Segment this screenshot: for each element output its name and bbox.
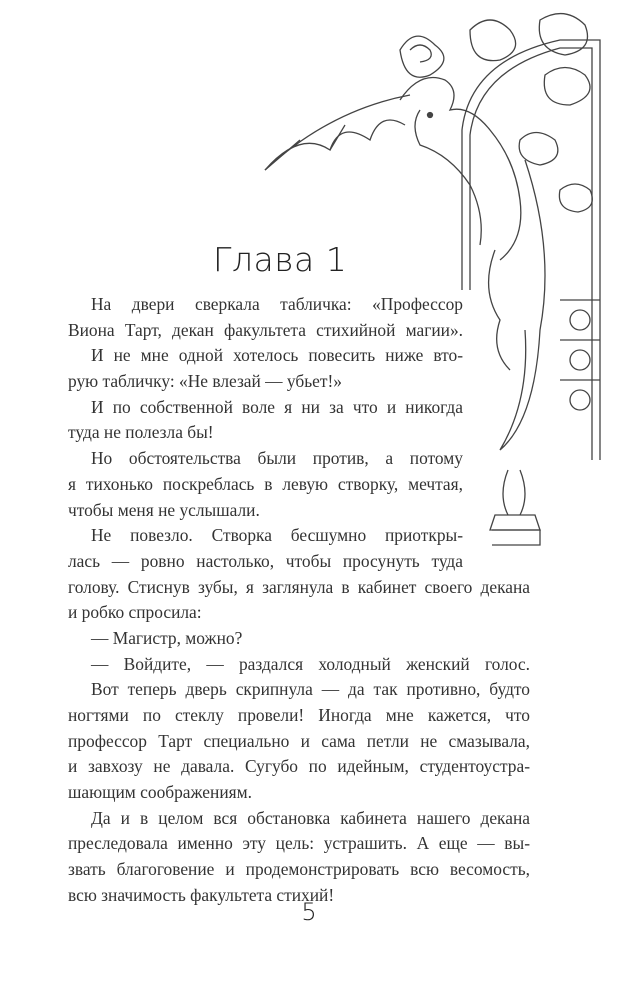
text-line: На двери сверкала табличка: «Профессор <box>91 294 463 314</box>
dragon-wing <box>265 95 410 170</box>
text-line: — Магистр, можно? <box>91 627 243 648</box>
text-line: Но обстоятельства были против, а потому <box>91 448 463 469</box>
chapter-title: Глава 1 <box>213 240 348 279</box>
text-line: профессор Тарт специально и сама петли не смазывала, <box>68 730 530 751</box>
text-line: и завхозу не давала. Сугубо по идейным, студентоустра- <box>68 756 530 777</box>
text-line: рую табличку: «Не влезай — убьет!» <box>68 371 342 392</box>
text-line: и робко спросила: <box>68 602 202 623</box>
text-line: преследовала именно эту цель: устрашить. А еще — вы- <box>68 833 530 854</box>
text-line: И по собственной воле я ни за что и никогда <box>91 396 463 417</box>
text-line: звать благоговение и продемонстрировать всю весомость, <box>68 859 530 880</box>
text-line: я тихонько поскреблась в левую створку, мечтая, <box>68 473 463 494</box>
text-line: И не мне одной хотелось повесить ниже вто- <box>91 345 463 366</box>
text-line: ногтями по стеклу провели! Иногда мне кажется, что <box>68 705 530 725</box>
text-line: туда не полезла бы! <box>68 422 214 443</box>
text-line: шающим соображениям. <box>68 782 252 803</box>
text-line: — Войдите, — раздался холодный женский голос. <box>91 653 530 674</box>
text-line: Не повезло. Створка бесшумно приоткры- <box>91 525 463 546</box>
text-line: всю значимость факультета стихий! <box>68 884 335 905</box>
page-number: 5 <box>301 898 317 926</box>
text-line: лась — ровно настолько, чтобы просунуть туда <box>68 550 463 571</box>
text-line: чтобы меня не услышали. <box>68 499 260 520</box>
text-line: Виона Тарт, декан факультета стихийной магии». <box>68 319 463 340</box>
body-text <box>68 292 530 909</box>
text-line: Да и в целом вся обстановка кабинета нашего декана <box>91 807 530 828</box>
text-line: Вот теперь дверь скрипнула — да так противно, будто <box>91 679 530 700</box>
text-line: голову. Стиснув зубы, я заглянула в кабинет своего декана <box>68 576 530 597</box>
